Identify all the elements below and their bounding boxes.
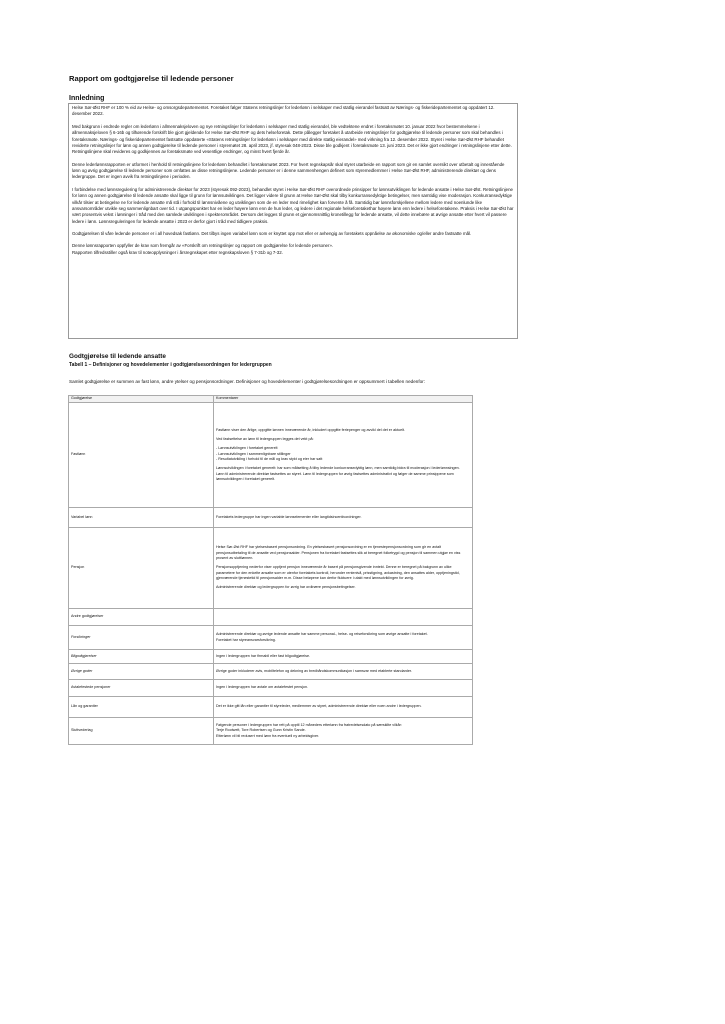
table-row <box>69 508 473 528</box>
table-caption: Tabell 1 – Definisjoner og hovedelementer i godtgjørelsesordningen for ledergruppen <box>69 362 272 368</box>
comment-paragraph: Følgende personer i ledergruppen har rett på opptil 12 måneders etterlønn fra fratredelsesdato på særskilte vilkår: Terje Rootwelt, Tore Robertsen og Gunn Kristin Sande. Etterlønn vil bli redusert med lønn fra eventuell ny arbeidsgiver. <box>216 722 402 738</box>
table-row <box>69 650 473 664</box>
compensation-heading: Godtgjørelse til ledende ansatte <box>69 353 166 360</box>
row-label: Andre godtgjørelser <box>69 609 214 626</box>
column-header: Godtgjørelse <box>69 396 214 403</box>
comment-paragraph: Foretakets ledergruppe har ingen variable lønnselementer eller langtidsincentivordninger. <box>216 514 362 519</box>
comment-paragraph: Øvrige goder inkluderer avis, mobiltelefon og dekning av bredbåndskommunikasjon i samsvar med etablerte standarder. <box>216 668 412 673</box>
comment-paragraph: Det er ikke gitt lån eller garantier til styreleder, medlemmer av styret, administrerende direktør eller noen andre i ledergruppen. <box>216 704 422 709</box>
column-header: Kommentarer <box>214 396 473 403</box>
comment-paragraph: Administrerende direktør og øvrige ledende ansatte har samme personal-, helse- og reiseforsikring som øvrige ansatte i foretaket. Foretaket har styreansvarsforsikring. <box>216 632 428 642</box>
table-row <box>69 626 473 650</box>
intro-paragraph: Med bakgrunn i endrede regler om lederlønn i allmennaksjeloven og nye retningslinjer for lederlønn i selskaper med statlig eierandel, ble vedtektene endret i foretaksmøtet 10. januar 2022 hvor bestemmelsene i allmennaksjeloven § 6-16b og tilhørende forskrift ble gjort gjeldende for Helse Sør-Øst RHF og dets helseforetak. Dette pålegger foretaket å utarbeide retningslinjer for godtgjørelse til ledende personer som skal behandles i foretaksmøte. Nærings- og fiskeridepartementet fastsatte oppdaterte «Statens retningslinjer for lederlønn i selskaper med direkte statlig eierandel» med virkning fra 12. desember 2022. Styret i Helse Sør-Øst RHF behandlet reviderte retningslinjer for lønn og annen godtgjørelse til ledende personer i styremøtet 28. april 2023, jf. styresak 048-2023. Disse ble godkjent i foretaksmøte 13. juni 2023. Det er ikke gjort endringer i retningslinjene etter dette. Retningslinjene skal revideres og godkjennes av foretaksmøte ved vesentlige endringer, og minst hvert fjerde år. <box>72 123 514 155</box>
comment-paragraph: Fastlønn viser den årlige, oppgitte lønnen inneværende år, inkludert oppgitte feriepenger og avvikl del det er aktuelt. <box>216 427 405 432</box>
row-label: Pensjon <box>69 528 214 609</box>
table-header-row <box>69 396 473 403</box>
intro-paragraph: Denne lønnsrapporten oppfyller de krav som fremgår av «Forskrift om retningslinjer og rapport om godtgjørelse for ledende personer». Rapporten tilfredsstiller også krav til noteopplysninger i årsregnskapet etter regnskapsloven § 7-31b og 7-32. <box>72 243 334 255</box>
row-label: Fastlønn <box>69 403 214 508</box>
row-label: Sluttvederlag <box>69 718 214 745</box>
table-row <box>69 718 473 745</box>
table-row <box>69 403 473 508</box>
compensation-table <box>68 395 473 745</box>
row-comment <box>214 403 473 508</box>
comment-paragraph: Ingen i ledergruppen har firmabil eller fast bilgodtgjørelse. <box>216 653 311 658</box>
comment-paragraph: Ved fastsettelse av lønn til ledergruppen legges det vekt på: <box>216 436 314 441</box>
comment-paragraph: Pensjonsopptjening nederfor viser opptjent pensjon inneværende år basert på pensjonsgivende inntekt. Denne er beregnet på bakgrunn av ulike parametere for den enkelte ansatte som er utenfor foretakets kontroll, herunder rentenivå, prisstigning, avkastning, den ansattes alder, opptjeningstid, gjenværende tjenestetid til pensjonsalder m.m. Disse beløpene kan derfor fluktuere i utakt med lønnsutviklingen for øvrig. <box>216 565 461 581</box>
comment-paragraph: - Lønnsutviklingen i foretaket generelt - Lønnsutviklingen i sammenlignbare stillinger - Resultatutvikling i forhold til de mål og krav stykt og eier har satt <box>216 446 323 461</box>
document-title: Rapport om godtgjørelse til ledende personer <box>69 74 234 83</box>
table-row <box>69 528 473 609</box>
comment-paragraph: Lønnsutviklingen i foretaket generelt: har som målsetting å tilby ledende konkurransedyktig lønn, men samtidig bidra til moderasjon i lederlønnsingen. Lønn til administrerende direktør fastsettes av styret. Lønn til ledergruppen for øvrig fastsettes administrativt og følger de samme prinsippene som lønnsutviklingen i foretaket generelt. <box>216 466 460 482</box>
table-intro-text: Samlet godtgjørelse er summen av fast lønn, andre ytelser og pensjonsordninger. Definisjoner og hovedelementer i godtgjørelsesordningen er oppsummert i tabellen nedenfor: <box>69 379 425 384</box>
row-comment <box>214 528 473 609</box>
table-row <box>69 609 473 626</box>
table-row <box>69 697 473 718</box>
row-label: Variabel lønn <box>69 508 214 528</box>
intro-paragraph: Godtgjørelsen til våre ledende personer er i all hovedsak fastlønn. Det tilbys ingen variabel lønn som er knyttet opp mot eller er avhengig av foretakets oppnåelse av økonomiske og/eller andre fastsatte mål. <box>72 231 472 236</box>
intro-paragraph: Denne lederlønnsrapporten er utformet i henhold til retningslinjene for lederlønn behandlet i foretaksmøtet 2023. For hvert regnskapsår skal styret utarbeide en rapport som gir en samlet oversikt over utbetalt og innestående lønn og øvrig godtgjørelse til ledende personer som omfattes av disse retningslinjene. Ledende personer er i denne sammenhengen definert som styremedlemmer i Helse Sør-Øst RHF, administrerende direktør og dens ledergruppe. Det er ingen avvik fra retningslinjene i perioden. <box>72 161 506 180</box>
row-label: Lån og garantier <box>69 697 214 718</box>
row-comment <box>214 718 473 745</box>
intro-text-box <box>68 103 518 339</box>
intro-heading: Innledning <box>69 95 105 102</box>
row-comment <box>214 664 473 680</box>
row-comment <box>214 680 473 697</box>
intro-paragraph: Helse Sør-Øst RHF er 100 % eid av Helse- og omsorgsdepartementet. Foretaket følger Statens retningslinjer for lederlønn i selskaper med statlig eierandel fastsatt av Nærings- og fiskeridepartementet og oppdatert 12. desember 2022. <box>72 105 496 117</box>
table-row <box>69 680 473 697</box>
comment-paragraph: Administrerende direktør og ledergruppen for øvrig har ordinære pensjonsbetingelser. <box>216 585 356 590</box>
row-comment <box>214 626 473 650</box>
row-label: Avtalefestede pensjoner <box>69 680 214 697</box>
row-label: Forsikringer <box>69 626 214 650</box>
comment-paragraph: Helse Sør-Øst RHF har ytelsesbasert pensjonsordning. En ytelsesbasert pensjonsordning er en tjenestepensjonsordning som gir en avtalt pensjonsutbetaling til de ansatte ved pensjonsalder. Pensjonen fra foretaket fastsettes slik at beregnet folketrygd og pensjon til sammen utgjør en viss prosent av sluttlønnen. <box>216 545 462 560</box>
row-comment <box>214 609 473 626</box>
row-comment <box>214 508 473 528</box>
row-comment <box>214 697 473 718</box>
row-comment <box>214 650 473 664</box>
row-label: Bilgodtgjørelser <box>69 650 214 664</box>
table-row <box>69 664 473 680</box>
intro-paragraph: I forbindelse med lønnsregulering for administrerende direktør for 2023 (styresak 092-2023), behandlet styret i Helse Sør-Øst RHF overordnede prinsipper for lønnsutviklingen for ledende ansatte i Helse Sør-Øst. Retningslinjene for lønn og annen godtgjørelse til ledende ansatte skal ligge til grunn for lønnsutviklingen. Det ligger videre til grunn at Helse Sør-Øst skal tilby konkurransedyktige betingelser, men samtidig vise moderasjon. Konkurransedyktige vilkår tilsier at betingelse ne for ledende ansatte må stå i forhold til lønnsnivåene og utviklingen som de en leder med rimelighet kan forvente å få. Samtidig bør lønnsforskjellene mellom ledere med noenlunde like ansvarsområder utvikle seg sammenlignbart over tid. I utgangspunktet har en leder høyere lønn enn de hun leder, og ledere i det regionale helseforetakethar høyere lønn enn ledere i helseforetakene. Praksis i Helse Sør-Øst har vært prosentvis vekst i lønninger i tråd med den samlede utviklingen i spekterområdet. Dersom det legges til grunn et gjennomsnittlig kronetillegg for ledende ansatte, vil dette innebære at øvrige ansatte etter hvert vil passere ledere i lønn. Lønnsreguleringen for ledende ansatte i 2023 er derfor gjort i tråd med tidligere praksis. <box>72 186 515 224</box>
comment-paragraph: Ingen i ledergruppen har avtale om avtalefestet pensjon. <box>216 685 309 690</box>
row-label: Øvrige goder <box>69 664 214 680</box>
